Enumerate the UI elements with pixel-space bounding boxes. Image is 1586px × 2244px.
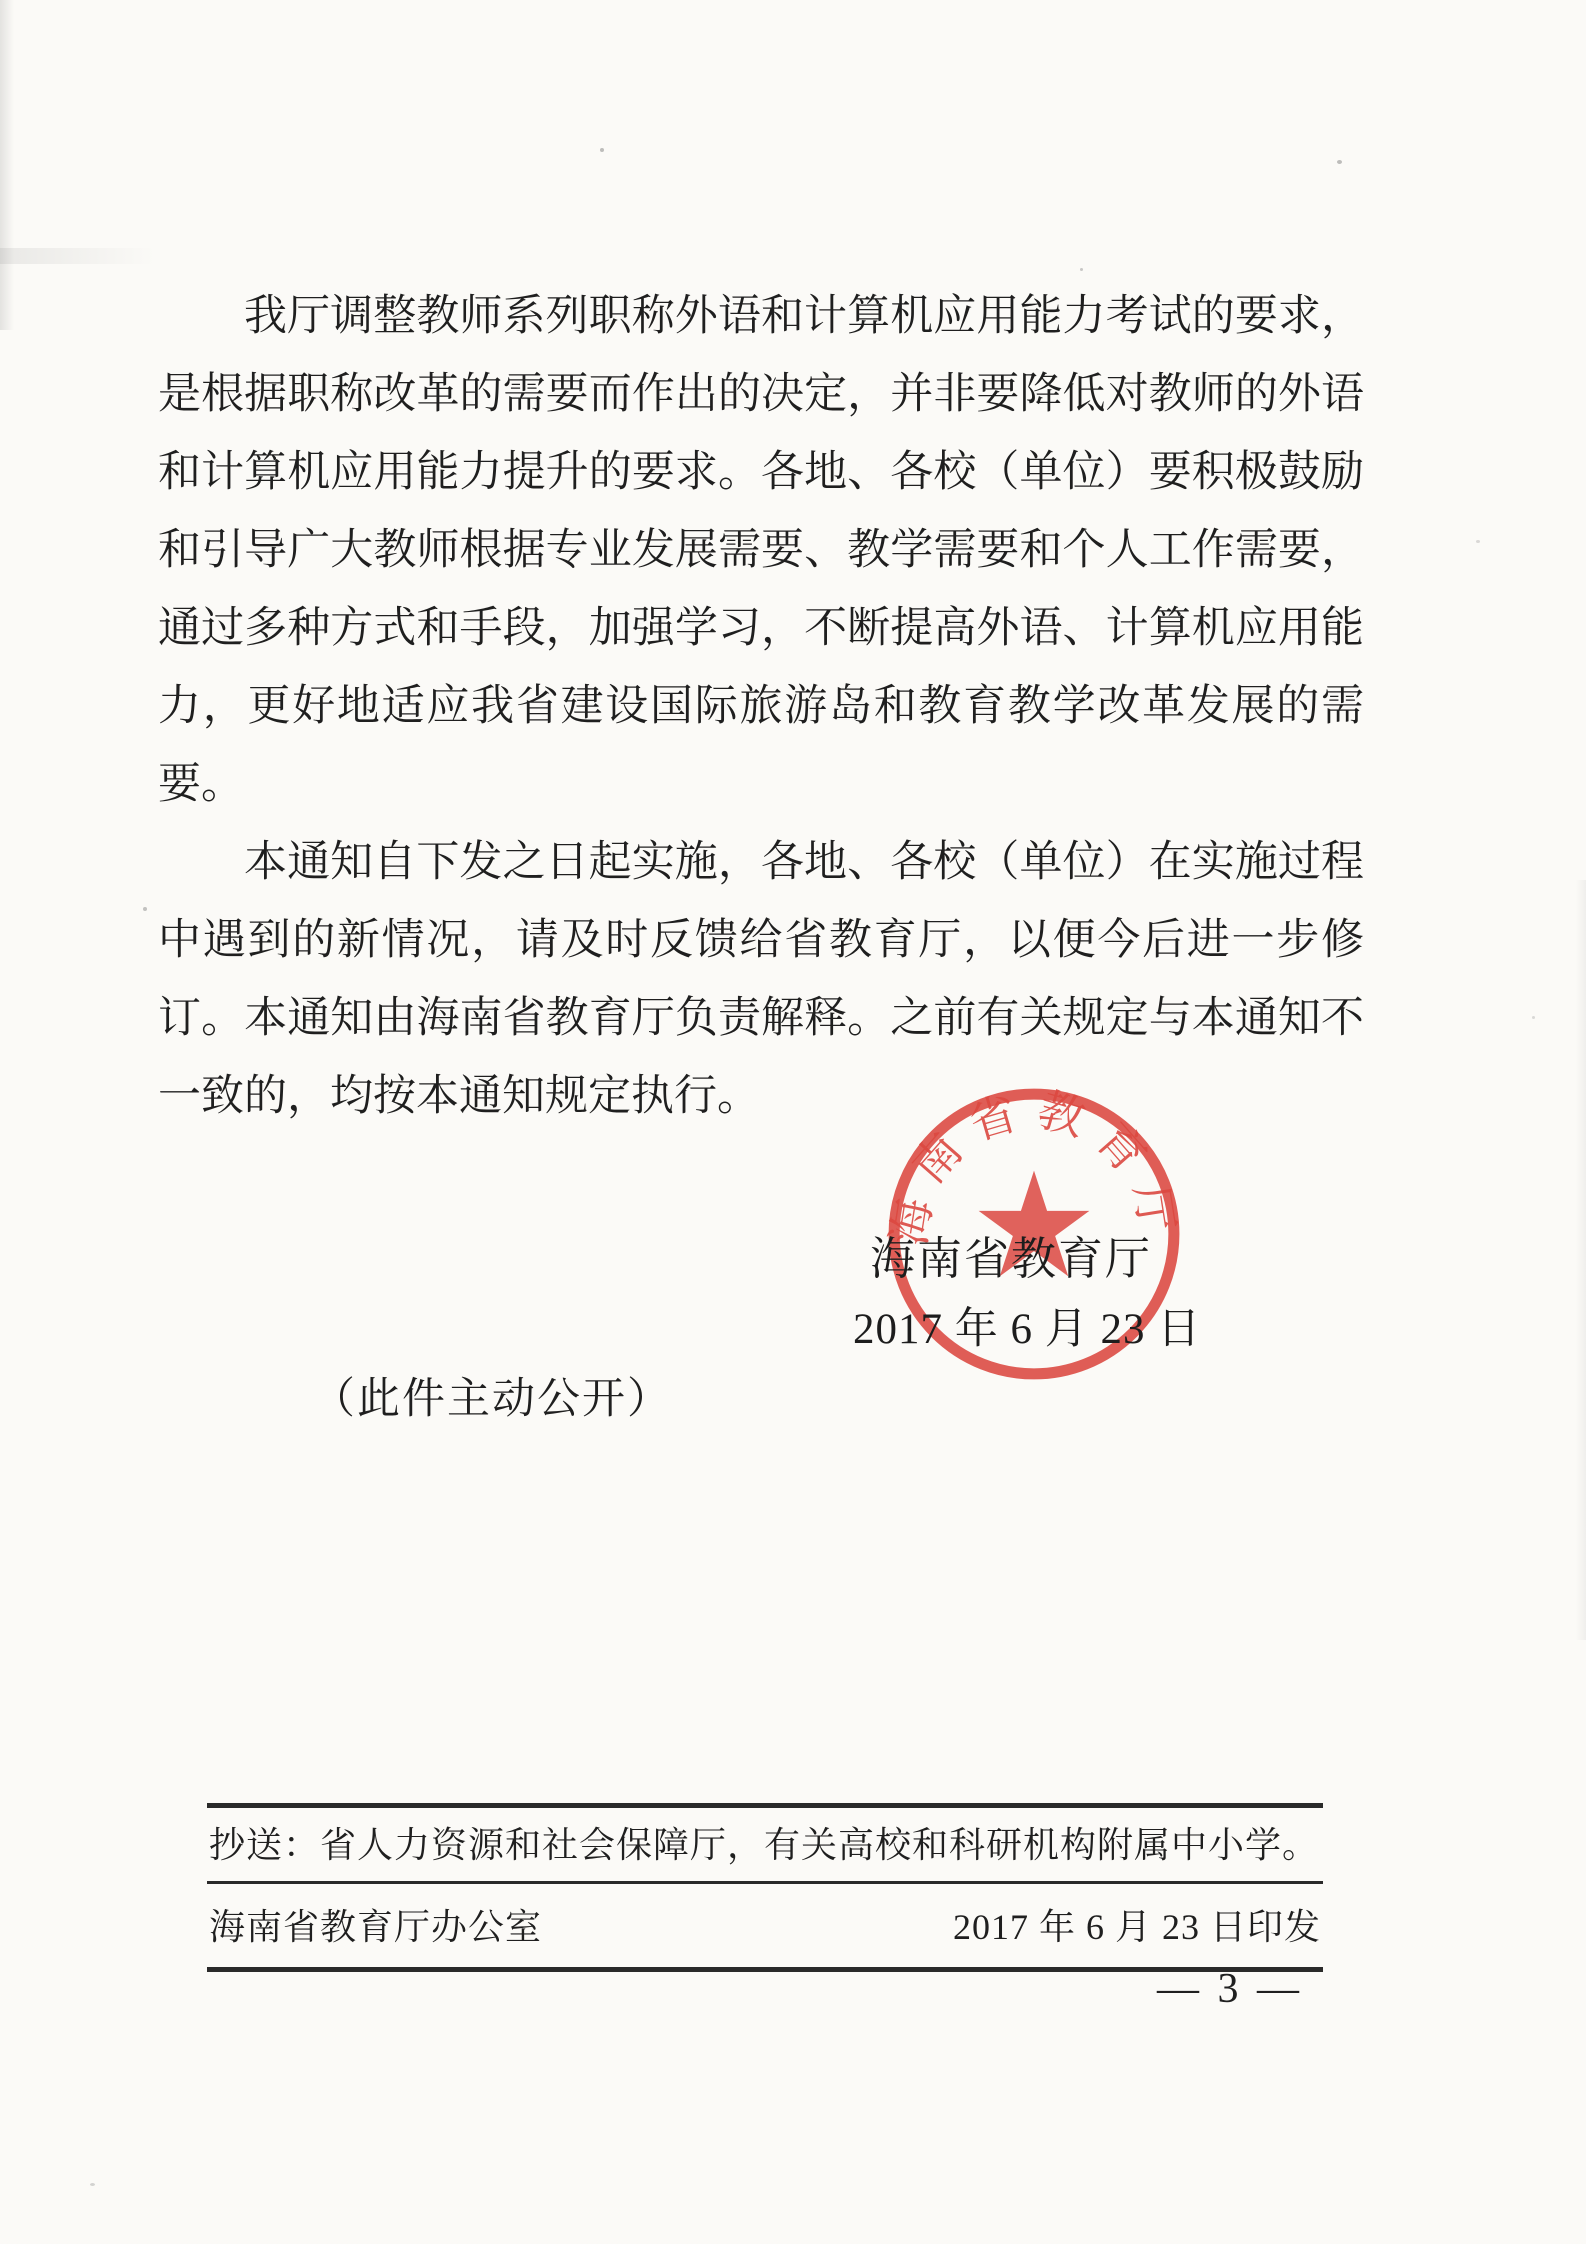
scan-artifact [1337,160,1342,164]
footer-issue-row [207,1884,1323,1967]
scan-artifact [1080,268,1083,271]
scan-artifact [143,907,147,911]
document-footer [207,1803,1323,1972]
document-body [158,278,1364,1136]
signature-date: 2017 年 6 月 23 日 [853,1306,1202,1353]
footer-cc-line: 抄送：省人力资源和社会保障厅，有关高校和科研机构附属中小学。 [209,1825,1320,1865]
body-paragraph: 我厅调整教师系列职称外语和计算机应用能力考试的要求，是根据职称改革的需要而作出的决定，并非要降低对教师的外语和计算机应用能力提升的要求。各地、各校（单位）要积极鼓励和引导广大教师根据专业发展需要、教学需要和个人工作需要，通过多种方式和手段，加强学习，不断提高外语、计算机应用能力，更好地适应我省建设国际旅游岛和教育教学改革发展的需要。 [158,293,1364,808]
scan-artifact [0,0,14,330]
body-paragraph: 本通知自下发之日起实施，各地、各校（单位）在实施过程中遇到的新情况，请及时反馈给省教育厅，以便今后进一步修订。本通知由海南省教育厅负责解释。之前有关规定与本通知不一致的，均按本通知规定执行。 [158,839,1364,1120]
signature-agency: 海南省教育厅 [870,1234,1153,1284]
footer-issuing-office: 海南省教育厅办公室 [209,1907,543,1947]
disclosure-note: （此件主动公开） [312,1376,672,1423]
scan-artifact [1576,880,1586,1640]
scan-artifact [1476,540,1480,543]
scan-artifact [600,148,604,152]
scan-artifact [1532,1016,1535,1019]
scan-artifact [0,248,155,264]
scan-artifact [90,2183,95,2186]
seal-text: 海南省教育厅 [884,1084,1184,1250]
footer-print-date: 2017 年 6 月 23 日印发 [952,1907,1321,1947]
page-number: — 3 — [1157,1966,1303,2012]
